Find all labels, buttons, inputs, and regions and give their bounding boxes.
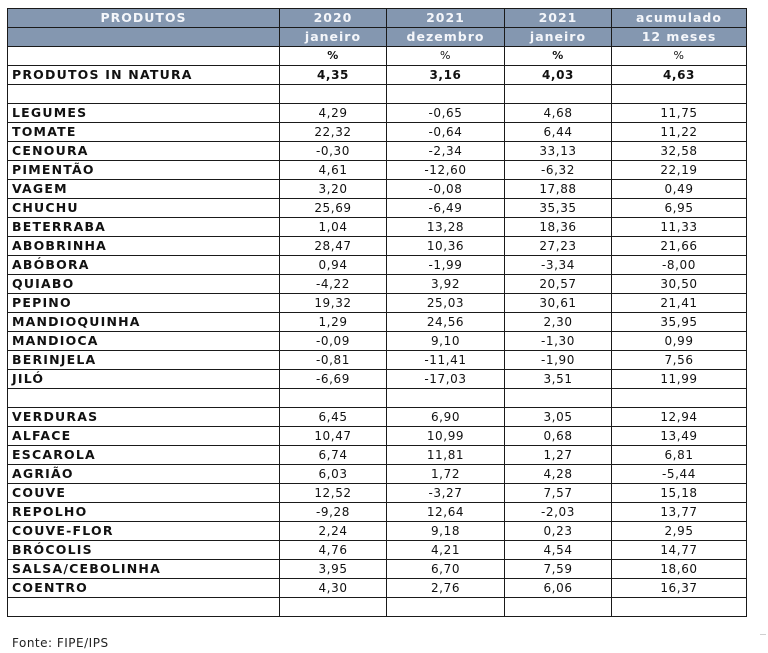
empty-cell — [8, 389, 280, 408]
value-jan-2020: 6,45 — [280, 408, 387, 427]
product-name: BRÓCOLIS — [8, 541, 280, 560]
value-jan-2020: 3,95 — [280, 560, 387, 579]
product-name: CHUCHU — [8, 199, 280, 218]
product-name: MANDIOQUINHA — [8, 313, 280, 332]
spacer-row — [8, 85, 747, 104]
product-row — [8, 560, 747, 579]
value-jan-2021: 1,27 — [505, 446, 612, 465]
value-dez-2021: 12,64 — [387, 503, 505, 522]
product-name: PIMENTÃO — [8, 161, 280, 180]
value-12-meses: 14,77 — [612, 541, 747, 560]
product-row — [8, 313, 747, 332]
value-dez-2021: 3,92 — [387, 275, 505, 294]
value-dez-2021: -0,64 — [387, 123, 505, 142]
price-variation-table — [7, 8, 747, 617]
empty-cell — [8, 85, 280, 104]
value-12-meses: 7,56 — [612, 351, 747, 370]
value-dez-2021: -0,08 — [387, 180, 505, 199]
product-name: ESCAROLA — [8, 446, 280, 465]
header-row-years — [8, 9, 747, 28]
empty-cell — [387, 598, 505, 617]
product-row — [8, 446, 747, 465]
value-12-meses: 12,94 — [612, 408, 747, 427]
value-jan-2021: 3,51 — [505, 370, 612, 389]
value-jan-2021: 33,13 — [505, 142, 612, 161]
value-jan-2020: 2,24 — [280, 522, 387, 541]
value-dez-2021: 3,16 — [387, 66, 505, 85]
product-row — [8, 465, 747, 484]
product-row — [8, 123, 747, 142]
product-name: VAGEM — [8, 180, 280, 199]
value-jan-2020: -0,09 — [280, 332, 387, 351]
unit-percent: % — [505, 47, 612, 66]
header-blank — [8, 28, 280, 47]
value-12-meses: 11,33 — [612, 218, 747, 237]
value-jan-2021: -6,32 — [505, 161, 612, 180]
empty-cell — [505, 389, 612, 408]
header-produtos: PRODUTOS — [8, 9, 280, 28]
product-row — [8, 218, 747, 237]
unit-percent: % — [612, 47, 747, 66]
edge-mark — [760, 634, 766, 635]
header-12-meses: 12 meses — [612, 28, 747, 47]
product-row — [8, 104, 747, 123]
value-jan-2020: 28,47 — [280, 237, 387, 256]
value-jan-2021: -2,03 — [505, 503, 612, 522]
value-dez-2021: 10,99 — [387, 427, 505, 446]
value-dez-2021: 9,10 — [387, 332, 505, 351]
value-dez-2021: -17,03 — [387, 370, 505, 389]
product-row — [8, 142, 747, 161]
source-note: Fonte: FIPE/IPS — [12, 636, 109, 650]
value-12-meses: 15,18 — [612, 484, 747, 503]
value-jan-2020: 22,32 — [280, 123, 387, 142]
empty-cell — [505, 598, 612, 617]
value-dez-2021: -2,34 — [387, 142, 505, 161]
empty-cell — [387, 85, 505, 104]
product-name: BERINJELA — [8, 351, 280, 370]
value-jan-2020: 4,30 — [280, 579, 387, 598]
value-12-meses: 11,22 — [612, 123, 747, 142]
header-row-months — [8, 28, 747, 47]
product-name: REPOLHO — [8, 503, 280, 522]
value-jan-2020: 6,74 — [280, 446, 387, 465]
value-jan-2021: -1,30 — [505, 332, 612, 351]
header-dezembro: dezembro — [387, 28, 505, 47]
product-name: CENOURA — [8, 142, 280, 161]
product-row — [8, 427, 747, 446]
value-dez-2021: -11,41 — [387, 351, 505, 370]
value-12-meses: 13,49 — [612, 427, 747, 446]
empty-cell — [280, 389, 387, 408]
unit-percent: % — [280, 47, 387, 66]
spacer-row — [8, 598, 747, 617]
value-jan-2021: 4,28 — [505, 465, 612, 484]
value-12-meses: -5,44 — [612, 465, 747, 484]
value-dez-2021: 1,72 — [387, 465, 505, 484]
spacer-row — [8, 389, 747, 408]
product-name: COENTRO — [8, 579, 280, 598]
product-row — [8, 256, 747, 275]
value-dez-2021: 10,36 — [387, 237, 505, 256]
value-dez-2021: 11,81 — [387, 446, 505, 465]
product-row — [8, 579, 747, 598]
value-jan-2021: 7,59 — [505, 560, 612, 579]
value-12-meses: 21,66 — [612, 237, 747, 256]
units-row — [8, 47, 747, 66]
value-12-meses: 11,75 — [612, 104, 747, 123]
value-12-meses: 13,77 — [612, 503, 747, 522]
product-name: ABÓBORA — [8, 256, 280, 275]
value-jan-2021: 4,54 — [505, 541, 612, 560]
product-row — [8, 408, 747, 427]
product-name: JILÓ — [8, 370, 280, 389]
value-jan-2020: 4,76 — [280, 541, 387, 560]
value-jan-2021: 4,68 — [505, 104, 612, 123]
value-jan-2020: -6,69 — [280, 370, 387, 389]
value-jan-2021: 6,44 — [505, 123, 612, 142]
product-row — [8, 237, 747, 256]
value-12-meses: 35,95 — [612, 313, 747, 332]
value-jan-2021: 7,57 — [505, 484, 612, 503]
product-row — [8, 522, 747, 541]
value-jan-2021: -3,34 — [505, 256, 612, 275]
product-name: AGRIÃO — [8, 465, 280, 484]
header-2021-jan: 2021 — [505, 9, 612, 28]
product-row — [8, 541, 747, 560]
value-jan-2020: -4,22 — [280, 275, 387, 294]
value-dez-2021: 2,76 — [387, 579, 505, 598]
product-name: PEPINO — [8, 294, 280, 313]
value-jan-2021: 17,88 — [505, 180, 612, 199]
product-row — [8, 294, 747, 313]
product-name: BETERRABA — [8, 218, 280, 237]
unit-percent: % — [387, 47, 505, 66]
value-12-meses: 6,81 — [612, 446, 747, 465]
value-12-meses: 2,95 — [612, 522, 747, 541]
value-dez-2021: -12,60 — [387, 161, 505, 180]
product-name: ALFACE — [8, 427, 280, 446]
value-jan-2020: 10,47 — [280, 427, 387, 446]
product-name: COUVE — [8, 484, 280, 503]
value-12-meses: 0,99 — [612, 332, 747, 351]
value-jan-2021: 0,23 — [505, 522, 612, 541]
header-2021-dez: 2021 — [387, 9, 505, 28]
value-jan-2020: 19,32 — [280, 294, 387, 313]
value-12-meses: 4,63 — [612, 66, 747, 85]
empty-cell — [612, 389, 747, 408]
empty-cell — [280, 598, 387, 617]
value-dez-2021: -6,49 — [387, 199, 505, 218]
value-jan-2020: -9,28 — [280, 503, 387, 522]
value-jan-2021: 3,05 — [505, 408, 612, 427]
value-jan-2021: 27,23 — [505, 237, 612, 256]
unit-blank — [8, 47, 280, 66]
value-jan-2021: 20,57 — [505, 275, 612, 294]
product-row — [8, 484, 747, 503]
value-dez-2021: -3,27 — [387, 484, 505, 503]
value-jan-2020: 4,35 — [280, 66, 387, 85]
product-name: LEGUMES — [8, 104, 280, 123]
product-name: TOMATE — [8, 123, 280, 142]
header-janeiro-2020: janeiro — [280, 28, 387, 47]
value-dez-2021: 6,70 — [387, 560, 505, 579]
product-row — [8, 180, 747, 199]
value-jan-2020: 25,69 — [280, 199, 387, 218]
product-name: COUVE-FLOR — [8, 522, 280, 541]
product-name: ABOBRINHA — [8, 237, 280, 256]
product-name: PRODUTOS IN NATURA — [8, 66, 280, 85]
product-row — [8, 503, 747, 522]
value-dez-2021: 4,21 — [387, 541, 505, 560]
product-row — [8, 161, 747, 180]
value-dez-2021: -0,65 — [387, 104, 505, 123]
empty-cell — [387, 389, 505, 408]
header-2020: 2020 — [280, 9, 387, 28]
value-jan-2020: 4,61 — [280, 161, 387, 180]
value-jan-2021: -1,90 — [505, 351, 612, 370]
empty-cell — [505, 85, 612, 104]
value-dez-2021: 9,18 — [387, 522, 505, 541]
value-jan-2020: 1,04 — [280, 218, 387, 237]
value-12-meses: 11,99 — [612, 370, 747, 389]
value-jan-2021: 30,61 — [505, 294, 612, 313]
value-12-meses: -8,00 — [612, 256, 747, 275]
value-jan-2020: 12,52 — [280, 484, 387, 503]
value-dez-2021: 24,56 — [387, 313, 505, 332]
value-12-meses: 0,49 — [612, 180, 747, 199]
value-jan-2021: 6,06 — [505, 579, 612, 598]
product-name: QUIABO — [8, 275, 280, 294]
product-row — [8, 332, 747, 351]
value-12-meses: 21,41 — [612, 294, 747, 313]
empty-cell — [8, 598, 280, 617]
value-dez-2021: 6,90 — [387, 408, 505, 427]
value-jan-2020: 0,94 — [280, 256, 387, 275]
value-jan-2020: 6,03 — [280, 465, 387, 484]
product-row — [8, 370, 747, 389]
value-jan-2020: -0,30 — [280, 142, 387, 161]
value-dez-2021: 25,03 — [387, 294, 505, 313]
value-jan-2021: 2,30 — [505, 313, 612, 332]
value-jan-2020: 4,29 — [280, 104, 387, 123]
value-12-meses: 6,95 — [612, 199, 747, 218]
value-jan-2020: 3,20 — [280, 180, 387, 199]
total-row — [8, 66, 747, 85]
value-12-meses: 30,50 — [612, 275, 747, 294]
value-dez-2021: 13,28 — [387, 218, 505, 237]
value-jan-2020: -0,81 — [280, 351, 387, 370]
product-row — [8, 199, 747, 218]
value-jan-2021: 0,68 — [505, 427, 612, 446]
value-jan-2021: 35,35 — [505, 199, 612, 218]
product-row — [8, 275, 747, 294]
empty-cell — [612, 85, 747, 104]
product-name: MANDIOCA — [8, 332, 280, 351]
value-jan-2021: 4,03 — [505, 66, 612, 85]
header-janeiro-2021: janeiro — [505, 28, 612, 47]
product-name: SALSA/CEBOLINHA — [8, 560, 280, 579]
value-12-meses: 16,37 — [612, 579, 747, 598]
value-dez-2021: -1,99 — [387, 256, 505, 275]
empty-cell — [612, 598, 747, 617]
value-12-meses: 18,60 — [612, 560, 747, 579]
value-jan-2021: 18,36 — [505, 218, 612, 237]
value-12-meses: 32,58 — [612, 142, 747, 161]
value-12-meses: 22,19 — [612, 161, 747, 180]
empty-cell — [280, 85, 387, 104]
product-row — [8, 351, 747, 370]
value-jan-2020: 1,29 — [280, 313, 387, 332]
product-name: VERDURAS — [8, 408, 280, 427]
header-acumulado: acumulado — [612, 9, 747, 28]
